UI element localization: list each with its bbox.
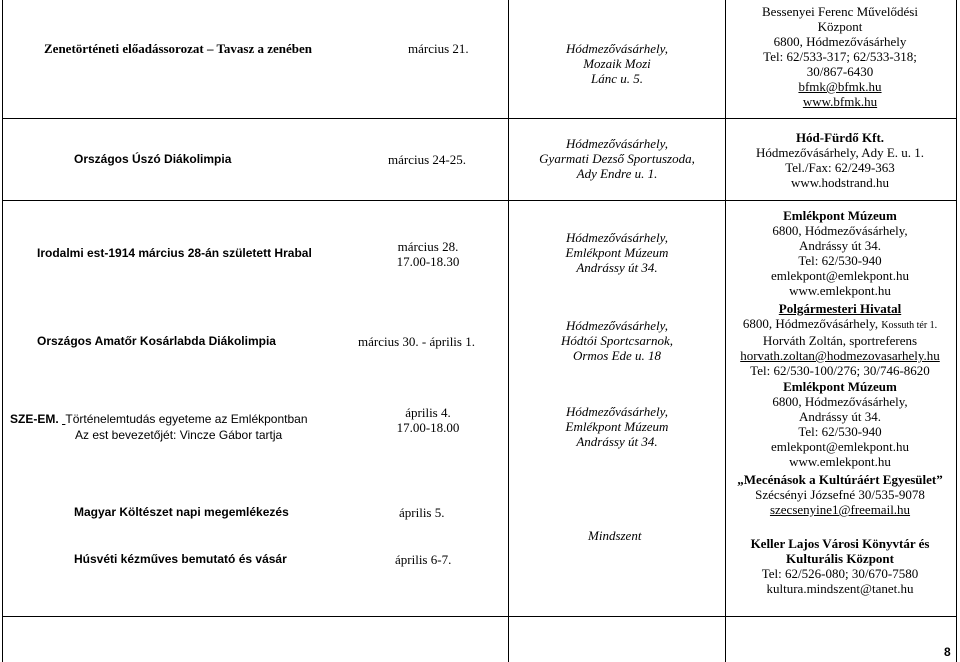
org-email: emlekpont@emlekpont.hu: [771, 439, 909, 454]
org-address: [740, 316, 940, 333]
time-line: 17.00-18.30: [396, 254, 460, 269]
org-web: www.emlekpont.hu: [789, 454, 891, 469]
place-sportuszoda: [539, 136, 695, 181]
org-email-link[interactable]: bfmk@bfmk.hu: [798, 79, 882, 94]
event-sze-em-sub: Az est bevezetőjét: Vincze Gábor tartja: [75, 428, 283, 442]
org-keller: [751, 536, 930, 596]
org-web: www.hodstrand.hu: [790, 175, 890, 190]
org-line: 30/867-6430: [806, 64, 874, 79]
place-line: Hódmezővásárhely,: [566, 136, 668, 151]
place-emlekpont-2: [566, 404, 669, 449]
org-line: 6800, Hódmezővásárhely,: [772, 394, 908, 409]
time-line: 17.00-18.00: [396, 420, 460, 435]
date-marcius-21: március 21.: [408, 41, 469, 56]
table-border-left: [2, 0, 3, 662]
place-mindszent: Mindszent: [588, 528, 642, 543]
org-title: Emlékpont Múzeum: [783, 379, 897, 394]
org-line: Tel: 62/530-940: [798, 424, 882, 439]
org-hod-furdo: [756, 130, 924, 190]
org-line: Andrássy út 34.: [799, 409, 881, 424]
org-title: Polgármesteri Hivatal: [778, 301, 902, 316]
org-emlekpont-1: [771, 208, 909, 298]
org-bfmk: [762, 4, 918, 109]
place-line: Andrássy út 34.: [576, 260, 658, 275]
org-line: 6800, Hódmezővásárhely: [773, 34, 907, 49]
event-title: Történelemtudás egyeteme az Emlékpontban: [65, 412, 308, 426]
column-divider-1: [508, 0, 509, 662]
event-zenetorteneti: Zenetörténeti előadássorozat – Tavasz a zenében: [44, 41, 313, 56]
org-line: Tel: 62/533-317; 62/533-318;: [763, 49, 917, 64]
org-title: „Mecénások a Kultúráért Egyesület”: [737, 472, 943, 487]
place-emlekpont-1: [566, 230, 669, 275]
org-line: Tel./Fax: 62/249-363: [785, 160, 895, 175]
date-line: április 4.: [405, 405, 451, 420]
place-line: Emlékpont Múzeum: [565, 419, 669, 434]
address-small: Kossuth tér 1.: [881, 320, 938, 331]
event-sze-em: [10, 412, 308, 427]
event-irodalmi-est: Irodalmi est-1914 március 28-án született Hrabal: [37, 246, 312, 260]
row-divider-2: [2, 200, 957, 201]
place-line: Ormos Ede u. 18: [572, 348, 662, 363]
date-aprilis-5: április 5.: [399, 505, 445, 520]
event-prefix: SZE-EM.: [10, 412, 59, 426]
org-web: www.emlekpont.hu: [789, 283, 891, 298]
event-uszo-diakolimpia: Országos Úszó Diákolimpia: [74, 152, 232, 166]
org-title: Emlékpont Múzeum: [783, 208, 897, 223]
date-line: március 28.: [397, 239, 459, 254]
org-tel: Tel: 62/526-080; 30/670-7580: [761, 566, 919, 581]
org-title: Keller Lajos Városi Könyvtár és: [750, 536, 930, 551]
place-sportcsarnok: [561, 318, 673, 363]
place-line: Ady Endre u. 1.: [576, 166, 658, 181]
address-main: 6800, Hódmezővásárhely,: [742, 316, 879, 331]
org-title-2: Kulturális Központ: [786, 551, 894, 566]
org-email: kultura.mindszent@tanet.hu: [766, 581, 914, 596]
event-kolteszet-napja: Magyar Költészet napi megemlékezés: [74, 505, 289, 519]
org-polgarmesteri: [740, 301, 940, 378]
org-email-link[interactable]: szecsenyine1@freemail.hu: [769, 502, 911, 517]
org-contact: Horváth Zoltán, sportreferens: [762, 333, 918, 348]
org-line: Andrássy út 34.: [799, 238, 881, 253]
org-line: Bessenyei Ferenc Művelődési: [762, 4, 918, 19]
row-divider-3: [2, 616, 957, 617]
org-mecenasok: [737, 472, 942, 517]
org-email-link[interactable]: horvath.zoltan@hodmezovasarhely.hu: [740, 348, 940, 363]
org-line: 6800, Hódmezővásárhely,: [772, 223, 908, 238]
column-divider-2: [725, 0, 726, 662]
org-web-link[interactable]: www.bfmk.hu: [802, 94, 878, 109]
place-line: Hódmezővásárhely,: [566, 404, 668, 419]
place-line: Hódmezővásárhely,: [566, 230, 668, 245]
org-line: Tel: 62/530-940: [798, 253, 882, 268]
event-husveti-vasar: Húsvéti kézműves bemutató és vásár: [74, 552, 287, 566]
place-line: Emlékpont Múzeum: [565, 245, 669, 260]
date-aprilis-6-7: április 6-7.: [395, 552, 452, 567]
place-line: Lánc u. 5.: [590, 71, 643, 86]
place-line: Hódmezővásárhely,: [566, 318, 668, 333]
org-line: Hódmezővásárhely, Ady E. u. 1.: [755, 145, 925, 160]
row-divider-1: [2, 118, 957, 119]
org-contact: Szécsényi Józsefné 30/535-9078: [755, 487, 925, 502]
event-kosarlabda: Országos Amatőr Kosárlabda Diákolimpia: [37, 334, 276, 348]
date-marcius-28: [397, 239, 460, 269]
place-line: Andrássy út 34.: [576, 434, 658, 449]
place-line: Gyarmati Dezső Sportuszoda,: [539, 151, 695, 166]
org-email: emlekpont@emlekpont.hu: [771, 268, 909, 283]
page-number: 8: [944, 645, 951, 659]
org-line: Központ: [817, 19, 863, 34]
date-marcius-30: március 30. - április 1.: [358, 334, 475, 349]
date-marcius-24-25: március 24-25.: [388, 152, 466, 167]
table-border-right: [956, 0, 957, 662]
place-line: Hódmezővásárhely,: [566, 41, 668, 56]
org-tel: Tel: 62/530-100/276; 30/746-8620: [750, 363, 930, 378]
org-emlekpont-2: [771, 379, 909, 469]
place-line: Hódtói Sportcsarnok,: [561, 333, 673, 348]
org-title: Hód-Fürdő Kft.: [795, 130, 885, 145]
place-line: Mozaik Mozi: [583, 56, 651, 71]
place-mozaik-mozi: [566, 41, 668, 86]
date-aprilis-4: [397, 405, 460, 435]
